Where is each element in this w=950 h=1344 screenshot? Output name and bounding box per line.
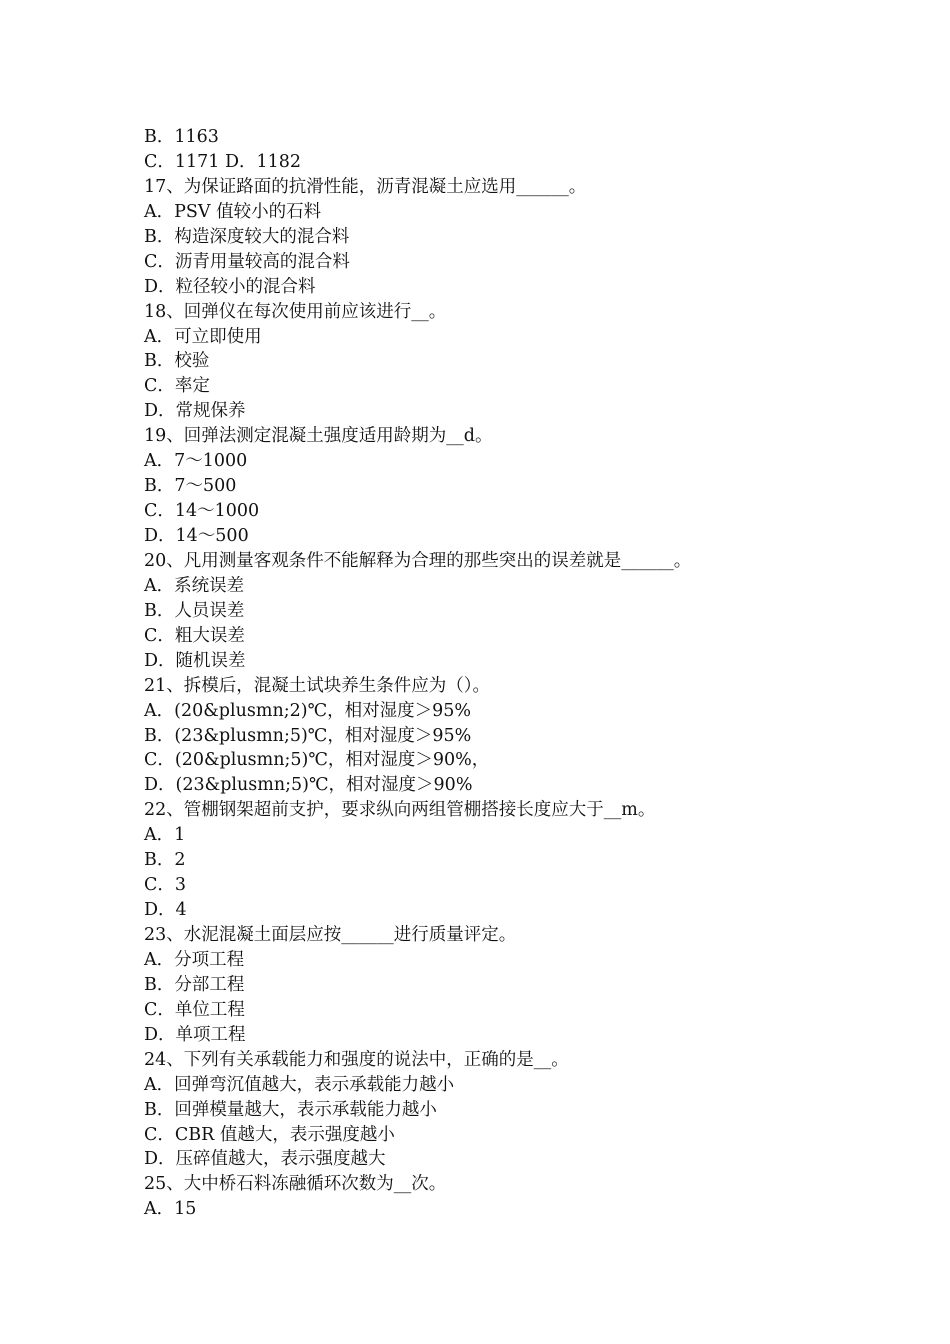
option-line: B．2 (144, 850, 186, 871)
option-line: C．率定 (144, 376, 210, 397)
option-line: A．15 (144, 1199, 197, 1220)
option-line: A．分项工程 (144, 949, 245, 970)
option-line: B．人员误差 (144, 600, 245, 621)
option-line: B．分部工程 (144, 974, 245, 995)
question-22: 22、管棚钢架超前支护，要求纵向两组管棚搭接长度应大于__m。 (144, 800, 656, 821)
question-20: 20、凡用测量客观条件不能解释为合理的那些突出的误差就是______。 (144, 550, 692, 571)
option-line: D．粒径较小的混合料 (144, 276, 316, 297)
option-line: B．回弹模量越大，表示承载能力越小 (144, 1099, 437, 1120)
option-line: D．常规保养 (144, 401, 246, 422)
option-line: D．(23&plusmn;5)℃，相对湿度＞90% (144, 775, 473, 796)
question-21: 21、拆模后，混凝土试块养生条件应为（）。 (144, 675, 491, 696)
document-body (144, 125, 804, 1222)
option-line: C．14～1000 (144, 501, 260, 522)
option-line: B．(23&plusmn;5)℃，相对湿度＞95% (144, 725, 472, 746)
option-line: C．沥青用量较高的混合料 (144, 251, 350, 272)
option-line: A．PSV 值较小的石料 (144, 201, 322, 222)
option-line: B．1163 (144, 127, 219, 147)
option-line: D．压碎值越大，表示强度越大 (144, 1149, 386, 1170)
option-line: A．回弹弯沉值越大，表示承载能力越小 (144, 1074, 455, 1095)
option-line: D．随机误差 (144, 650, 246, 671)
option-line: B．校验 (144, 351, 210, 372)
option-line: C．粗大误差 (144, 625, 245, 646)
option-line: D．14～500 (144, 526, 249, 546)
option-line: A．可立即使用 (144, 326, 262, 347)
question-25: 25、大中桥石料冻融循环次数为__次。 (144, 1174, 447, 1195)
option-line: B．构造深度较大的混合料 (144, 226, 350, 247)
question-18: 18、回弹仪在每次使用前应该进行__。 (144, 301, 447, 322)
option-line: C．(20&plusmn;5)℃，相对湿度＞90%， (144, 750, 490, 771)
option-line: C．3 (144, 875, 187, 896)
question-24: 24、下列有关承载能力和强度的说法中，正确的是__。 (144, 1049, 569, 1070)
option-line: A．(20&plusmn;2)℃，相对湿度＞95% (144, 700, 472, 721)
question-19: 19、回弹法测定混凝土强度适用龄期为__d。 (144, 426, 493, 447)
question-23: 23、水泥混凝土面层应按______进行质量评定。 (144, 925, 517, 945)
option-line: A．1 (144, 825, 186, 846)
option-line: A．7～1000 (144, 451, 248, 472)
option-line: A．系统误差 (144, 575, 245, 596)
question-17: 17、为保证路面的抗滑性能，沥青混凝土应选用______。 (144, 176, 587, 197)
option-line: C．单位工程 (144, 999, 245, 1020)
option-line: D．单项工程 (144, 1024, 246, 1045)
option-line: C．1171 D．1182 (144, 151, 302, 172)
option-line: D．4 (144, 900, 187, 921)
option-line: C．CBR 值越大，表示强度越小 (144, 1124, 395, 1145)
option-line: B．7～500 (144, 476, 237, 497)
